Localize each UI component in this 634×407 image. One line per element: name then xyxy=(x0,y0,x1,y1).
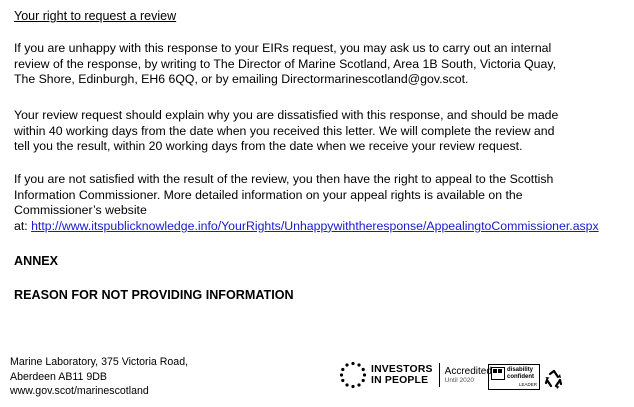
address-line-1: Marine Laboratory, 375 Victoria Road, xyxy=(10,356,189,368)
annex-subtitle: REASON FOR NOT PROVIDING INFORMATION xyxy=(14,288,294,302)
investors-in-people-badge xyxy=(339,360,492,390)
footer-address xyxy=(10,355,188,399)
commissioner-website-link[interactable]: http://www.itspublicknowledge.info/YourRights/Unhappywiththeresponse/AppealingtoCommissioner.aspx xyxy=(31,218,599,233)
disability-text xyxy=(507,367,534,380)
accredited-until: Until 2020 xyxy=(444,376,474,384)
paragraph-line: If you are not satisfied with the result of the review, you then have the right to appeal to the Scottish xyxy=(14,172,554,186)
review-paragraph-2 xyxy=(14,108,634,155)
investors-in-people-text xyxy=(371,364,433,387)
link-prefix: at: xyxy=(14,218,32,233)
paragraph-line: Your review request should explain why you are dissatisfied with this response, and should be made xyxy=(14,108,559,122)
disability-line-1: disability xyxy=(507,367,534,373)
paragraph-line: Commissioner’s website xyxy=(14,203,147,218)
paragraph-line xyxy=(14,219,634,235)
disability-confident-logo-icon xyxy=(488,364,540,390)
review-heading: Your right to request a review xyxy=(14,9,177,23)
disability-symbol xyxy=(491,367,505,380)
investors-line-2: IN PEOPLE xyxy=(371,375,429,386)
paragraph-line: The Shore, Edinburgh, EH6 6QQ, or by emailing Directormarinescotland@gov.scot. xyxy=(14,72,469,87)
investors-in-people-logo-icon xyxy=(339,361,367,389)
disability-line-2: confident xyxy=(507,373,534,380)
paragraph-line: tell you the result, within 20 working days from the date when we receive your review request. xyxy=(14,139,523,154)
paragraph-line: If you are unhappy with this response to your EIRs request, you may ask us to carry out an internal xyxy=(14,41,552,55)
paragraph-line: Information Commissioner. More detailed information on your appeal rights is available on the xyxy=(14,187,523,202)
paragraph-line: within 40 working days from the date when you received this letter. We will complete the review and xyxy=(14,123,555,138)
disability-year: LEADER xyxy=(518,382,537,387)
recycle-icon xyxy=(543,368,565,390)
address-line-2: Aberdeen AB11 9DB xyxy=(10,370,107,383)
investors-line-1: INVESTORS xyxy=(371,363,433,375)
accredited-text xyxy=(445,366,492,385)
review-paragraph-3 xyxy=(14,172,634,234)
accredited-label: Accredited xyxy=(444,365,492,377)
paragraph-line: review of the response, by writing to The Director of Marine Scotland, Area 1B South, Victoria Quay, xyxy=(14,56,557,71)
footer-website: www.gov.scot/marinescotland xyxy=(10,385,149,397)
annex-title: ANNEX xyxy=(14,254,59,268)
badge-divider xyxy=(439,363,440,387)
review-paragraph-1 xyxy=(14,41,634,88)
